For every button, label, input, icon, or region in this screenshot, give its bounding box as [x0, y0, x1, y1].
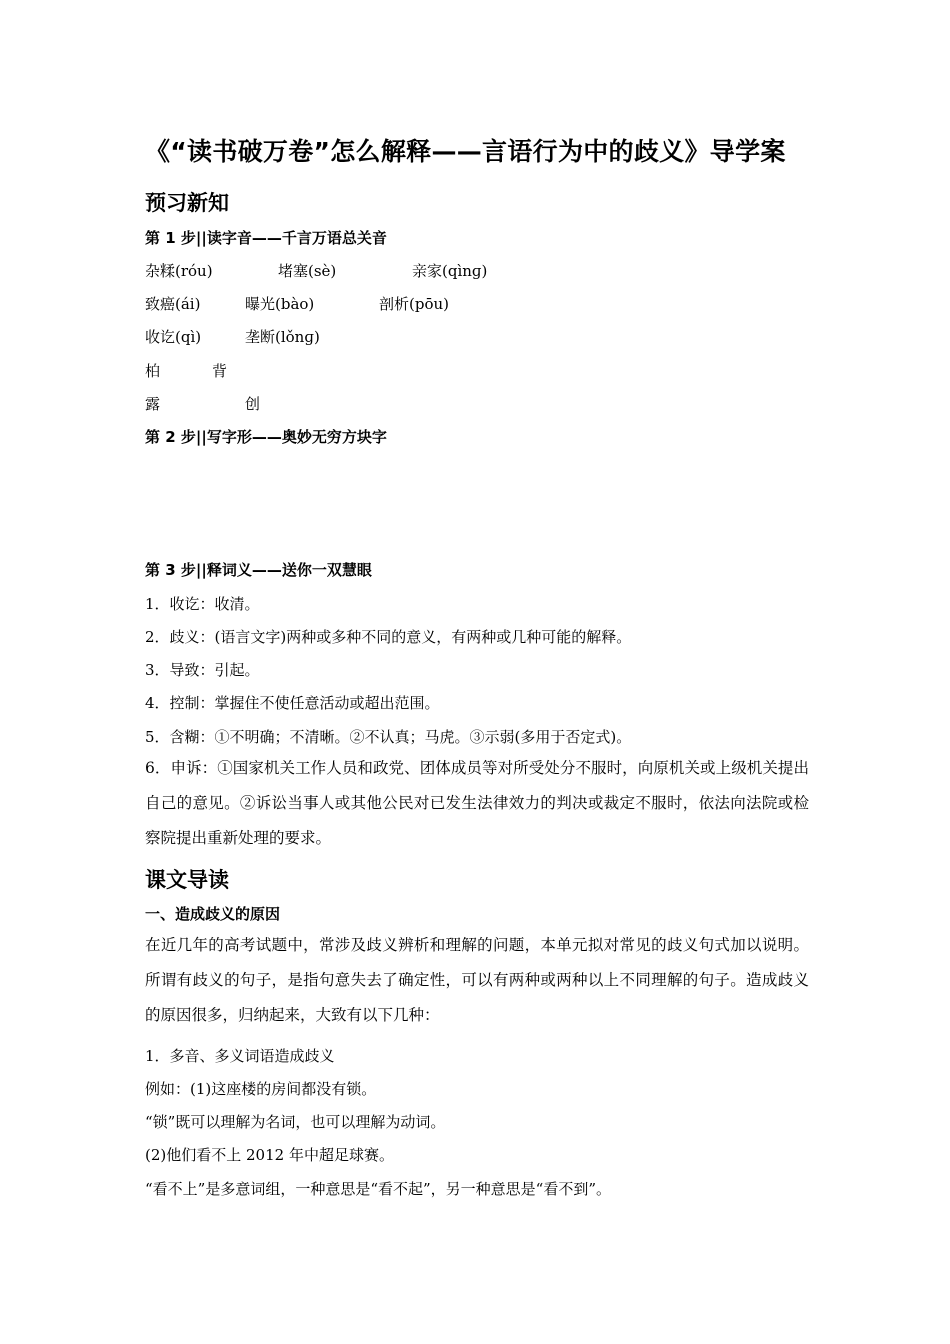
polyphone-item: 柏	[145, 362, 161, 380]
step1-heading: 第 1 步||读字音——千言万语总关音	[145, 229, 387, 247]
pinyin-item: 收讫(qì)	[145, 328, 202, 346]
example-note: “看不上”是多意词组，一种意思是“看不起”，另一种意思是“看不到”。	[145, 1180, 612, 1198]
step3-heading: 第 3 步||释词义——送你一双慧眼	[145, 561, 372, 579]
intro-paragraph: 在近几年的高考试题中，常涉及歧义辨析和理解的问题，本单元拟对常见的歧义句式加以说明。所谓有歧义的句子，是指句意失去了确定性，可以有两种或两种以上不同理解的句子。造成歧义的原因很多，归纳起来，大致有以下几种：	[145, 936, 809, 1024]
section-heading-preview: 预习新知	[145, 191, 229, 215]
polyphone-item: 露	[145, 395, 161, 413]
pinyin-item: 垄断(lǒnɡ)	[245, 328, 320, 346]
definition-item: 2．歧义：(语言文字)两种或多种不同的意义，有两种或几种可能的解释。	[145, 628, 632, 646]
pinyin-item: 致癌(ái)	[145, 295, 201, 313]
pinyin-item: 曝光(bào)	[245, 295, 315, 313]
definition-item: 6．申诉：①国家机关工作人员和政党、团体成员等对所受处分不服时，向原机关或上级机关提出自己的意见。②诉讼当事人或其他公民对已发生法律效力的判决或裁定不服时，依法向法院或检察院提出重新处理的要求。	[145, 759, 809, 847]
example-sentence: 例如：(1)这座楼的房间都没有锁。	[145, 1080, 377, 1098]
subsection-heading: 一、造成歧义的原因	[145, 905, 281, 923]
definition-item: 1．收讫：收清。	[145, 595, 260, 613]
pinyin-item: 剖析(pōu)	[379, 295, 449, 313]
section-heading-guide: 课文导读	[145, 868, 229, 892]
polyphone-item: 创	[245, 395, 261, 413]
example-sentence: (2)他们看不上 2012 年中超足球赛。	[145, 1146, 394, 1164]
step2-heading: 第 2 步||写字形——奥妙无穷方块字	[145, 428, 387, 446]
example-note: “锁”既可以理解为名词，也可以理解为动词。	[145, 1113, 446, 1131]
point-heading: 1．多音、多义词语造成歧义	[145, 1047, 335, 1065]
pinyin-item: 亲家(qìnɡ)	[412, 262, 488, 280]
document-title: 《“读书破万卷”怎么解释——言语行为中的歧义》导学案	[145, 137, 786, 166]
pinyin-item: 堵塞(sè)	[278, 262, 337, 280]
definition-item: 5．含糊：①不明确；不清晰。②不认真；马虎。③示弱(多用于否定式)。	[145, 728, 632, 746]
definition-item: 3．导致：引起。	[145, 661, 260, 679]
pinyin-item: 杂糅(róu)	[145, 262, 213, 280]
polyphone-item: 背	[212, 362, 228, 380]
definition-item: 4．控制：掌握住不使任意活动或超出范围。	[145, 694, 440, 712]
